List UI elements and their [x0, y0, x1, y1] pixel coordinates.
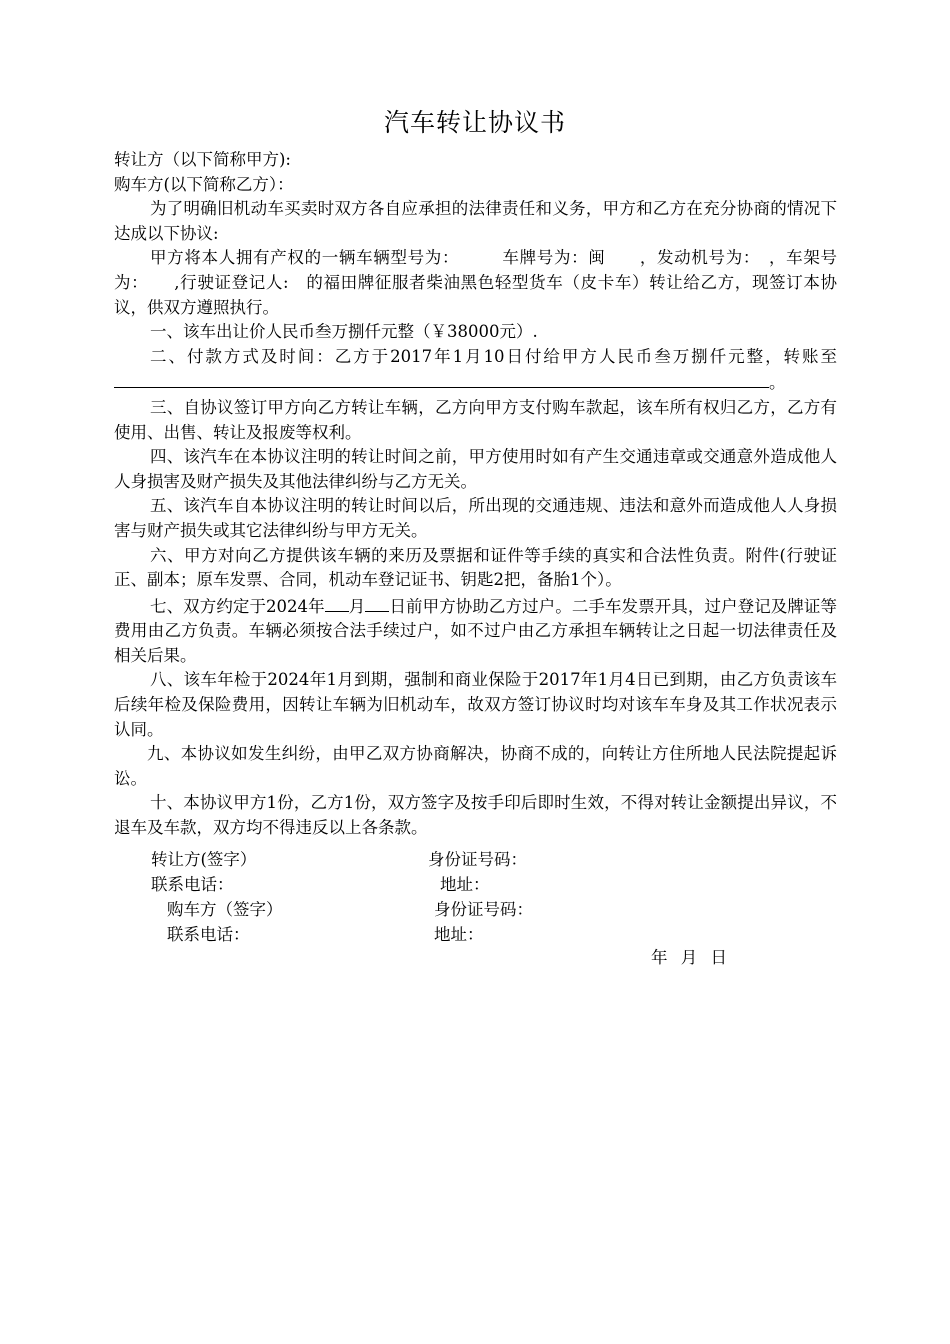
seller-phone-label: 联系电话：	[151, 875, 234, 894]
clause-7	[114, 593, 837, 669]
buyer-address-label: 地址：	[434, 925, 484, 944]
clause-7-text-c: 日前甲方协助乙方过户。二手车发票开具，过户登记及牌证等费用由乙方负责。车辆必须按合法手续过户，如不过户由乙方承担车辆转让之日起一切法律责任及相关后果。	[114, 596, 838, 665]
buyer-party-line: 购车方(以下简称乙方）：	[114, 174, 294, 194]
clause-2-end: 。	[769, 373, 786, 393]
seller-address-label: 地址：	[440, 875, 490, 894]
clause-4: 四、该汽车在本协议注明的转让时间之前，甲方使用时如有产生交通违章或交通意外造成他人人身损害及财产损失及其他法律纠纷与乙方无关。	[114, 447, 837, 491]
month-blank	[325, 593, 349, 612]
clause-10: 十、本协议甲方1份，乙方1份，双方签字及按手印后即时生效，不得对转让金额提出异议，不退车及车款，双方均不得违反以上各条款。	[114, 793, 837, 838]
seller-party-line: 转让方（以下简称甲方):	[114, 150, 291, 169]
clause-8: 八、该车年检于2024年1月到期，强制和商业保险于2017年1月4日已到期，由乙方负责该车后续年检及保险费用，因转让车辆为旧机动车，故双方签订协议时均对该车车身及其工作状况表示认同。	[114, 670, 837, 739]
vehicle-paragraph: 甲方将本人拥有产权的一辆车辆型号为： 车牌号为：闽 ，发动机号为： ，车架号为： ,行驶证登记人: 的福田牌征服者柴油黑色轻型货车（皮卡车）转让给乙方，现签订本协议，供双方遵照执行。	[114, 248, 837, 317]
document-body	[114, 148, 837, 841]
clause-2-text: 二、付款方式及时间：乙方于2017年1月10日付给甲方人民币叁万捌仟元整，转账至	[150, 346, 837, 366]
seller-id-label: 身份证号码：	[428, 850, 527, 869]
clause-5: 五、该汽车自本协议注明的转让时间以后，所出现的交通违规、违法和意外而造成他人人身损害与财产损失或其它法律纠纷与甲方无关。	[114, 496, 837, 540]
buyer-phone-label: 联系电话：	[167, 925, 250, 944]
clause-3: 三、自协议签订甲方向乙方转让车辆，乙方向甲方支付购车款起，该车所有权归乙方，乙方有使用、出售、转让及报废等权利。	[114, 397, 837, 442]
clause-7-text-a: 七、双方约定于2024年	[150, 596, 325, 616]
seller-signature-label: 转让方(签字）	[151, 850, 257, 869]
day-blank	[365, 593, 389, 612]
document-title: 汽车转让协议书	[383, 108, 566, 137]
clause-2	[114, 345, 837, 396]
buyer-id-label: 身份证号码：	[434, 900, 533, 919]
intro-paragraph: 为了明确旧机动车买卖时双方各自应承担的法律责任和义务，甲方和乙方在充分协商的情况下达成以下协议:	[114, 199, 837, 243]
clause-1: 一、该车出让价人民币叁万捌仟元整（￥38000元）.	[150, 322, 538, 342]
buyer-signature-label: 购车方（签字）	[167, 900, 283, 919]
clause-7-text-b: 月	[348, 596, 366, 616]
date-line: 年 月 日	[651, 948, 727, 967]
clause-6: 六、甲方对向乙方提供该车辆的来历及票据和证件等手续的真实和合法性负责。附件(行驶证正、副本；原车发票、合同，机动车登记证书、钥匙2把，备胎1个）。	[114, 545, 837, 590]
account-blank-line	[114, 369, 769, 388]
clause-9: 九、本协议如发生纠纷，由甲乙双方协商解决，协商不成的，向转让方住所地人民法院提起诉讼。	[114, 744, 837, 788]
